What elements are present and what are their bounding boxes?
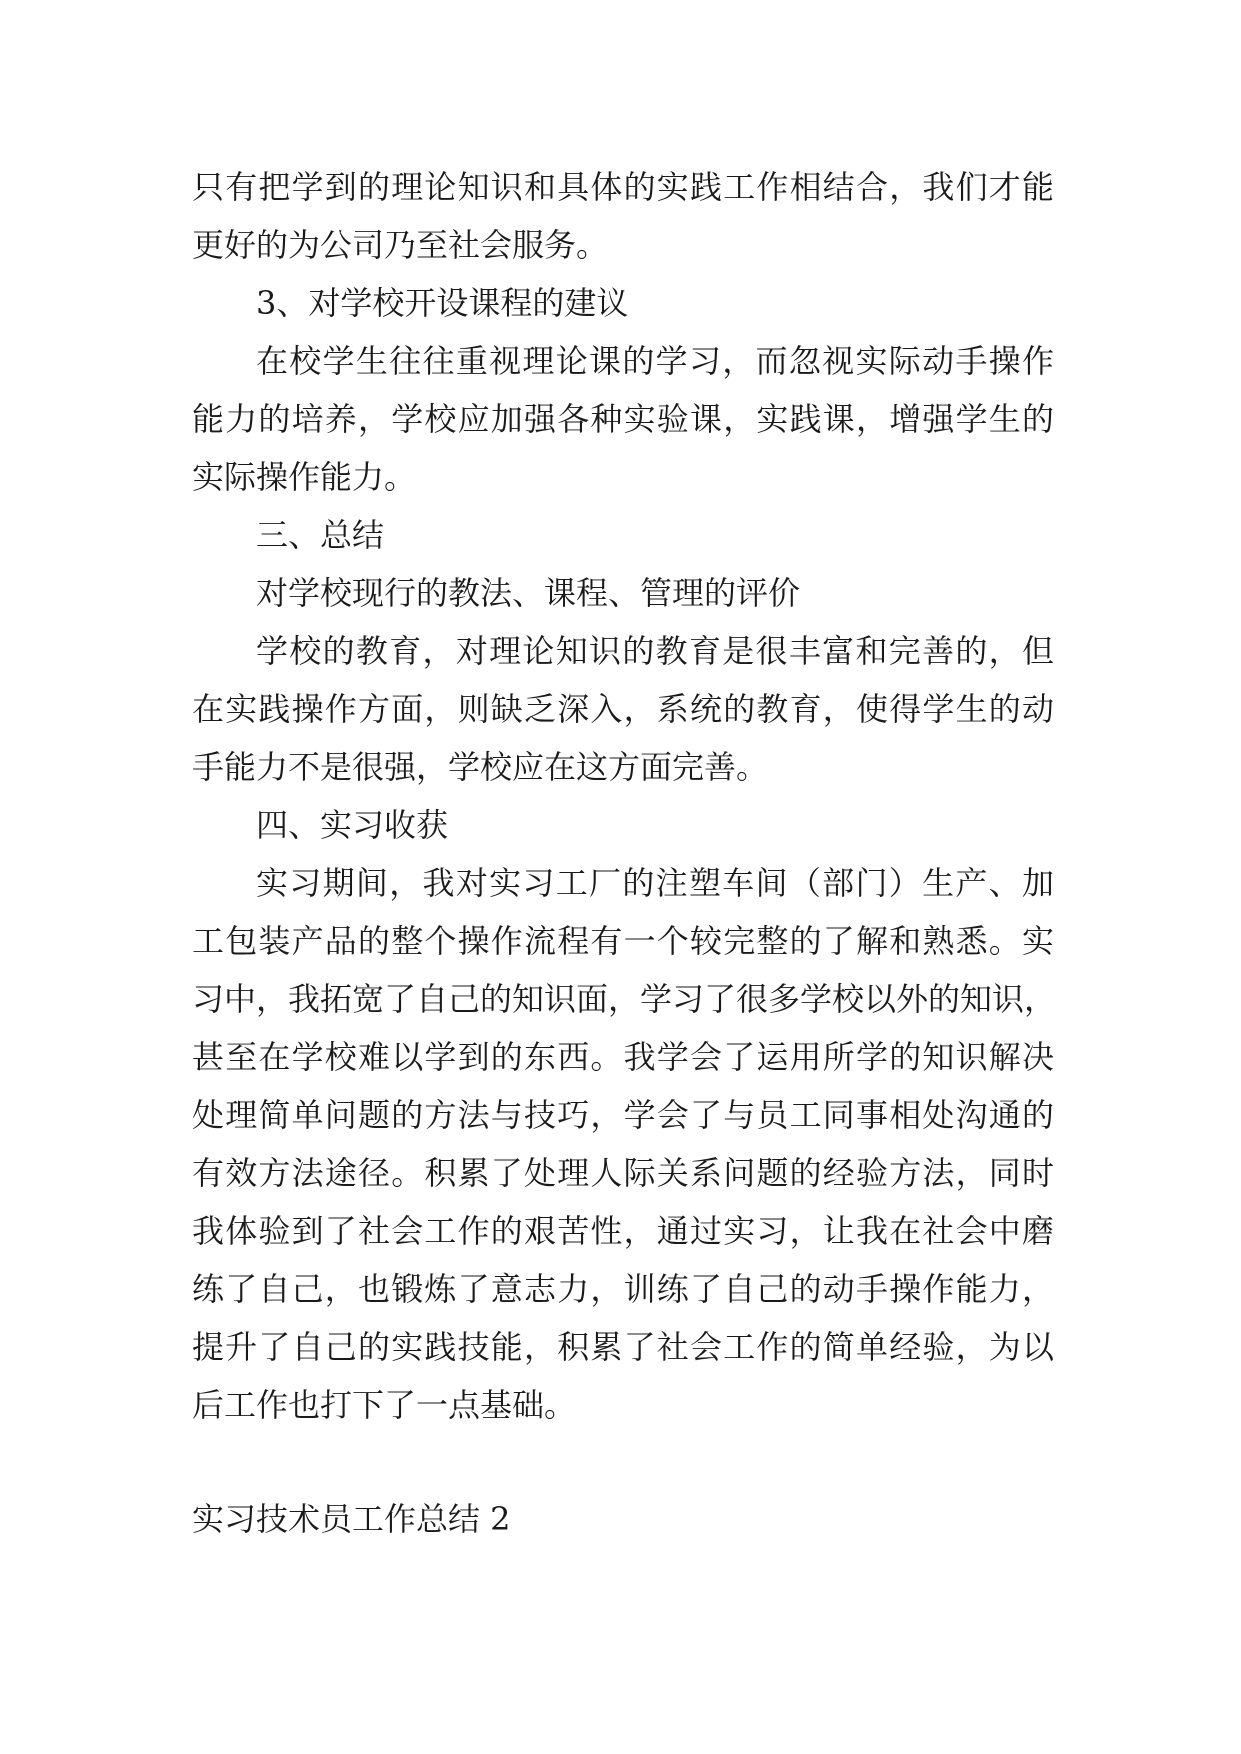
text-line: 在实践操作方面，则缺乏深入，系统的教育，使得学生的动 [192,690,1054,728]
text-line: 我体验到了社会工作的艰苦性，通过实习，让我在社会中磨 [192,1212,1054,1250]
paragraph-gains [192,854,1057,1434]
paragraph-evaluation [192,622,1054,796]
section-heading: 四、实习收获 [256,806,449,844]
text-line: 后工作也打下了一点基础。 [192,1386,577,1424]
text-line: 实习期间，我对实习工厂的注塑车间（部门）生产、加 [256,864,1054,902]
paragraph-course-suggestions [192,332,1054,506]
text-line: 处理简单问题的方法与技巧，学会了与员工同事相处沟通的 [192,1096,1054,1134]
text-line: 有效方法途径。积累了处理人际关系问题的经验方法，同时 [192,1154,1054,1192]
section-heading: 3、对学校开设课程的建议 [256,284,629,322]
text-line: 手能力不是很强，学校应在这方面完善。 [192,748,769,786]
text-line: 实际操作能力。 [192,458,417,496]
text-line: 更好的为公司乃至社会服务。 [192,226,609,264]
section-heading: 三、总结 [256,516,385,554]
text-line: 提升了自己的实践技能，积累了社会工作的简单经验，为以 [192,1328,1054,1366]
heading-gains [192,796,1054,854]
text-line: 甚至在学校难以学到的东西。我学会了运用所学的知识解决 [192,1038,1054,1076]
heading-evaluation [192,564,1054,622]
text-line: 只有把学到的理论知识和具体的实践工作相结合，我们才能 [192,168,1054,206]
text-line: 习中，我拓宽了自己的知识面，学习了很多学校以外的知识， [192,980,1057,1018]
document-section-title: 实习技术员工作总结 2 [192,1500,511,1538]
heading-course-suggestions [192,274,1054,332]
text-line: 能力的培养，学校应加强各种实验课，实践课，增强学生的 [192,400,1054,438]
heading-summary [192,506,1054,564]
text-line: 学校的教育，对理论知识的教育是很丰富和完善的，但 [256,632,1054,670]
text-line: 练了自己，也锻炼了意志力，训练了自己的动手操作能力， [192,1270,1054,1308]
paragraph-theory-practice [192,158,1054,274]
section-heading: 对学校现行的教法、课程、管理的评价 [256,574,801,612]
text-line: 在校学生往往重视理论课的学习，而忽视实际动手操作 [256,342,1054,380]
text-line: 工包装产品的整个操作流程有一个较完整的了解和熟悉。实 [192,922,1054,960]
document-body [192,158,1057,1434]
